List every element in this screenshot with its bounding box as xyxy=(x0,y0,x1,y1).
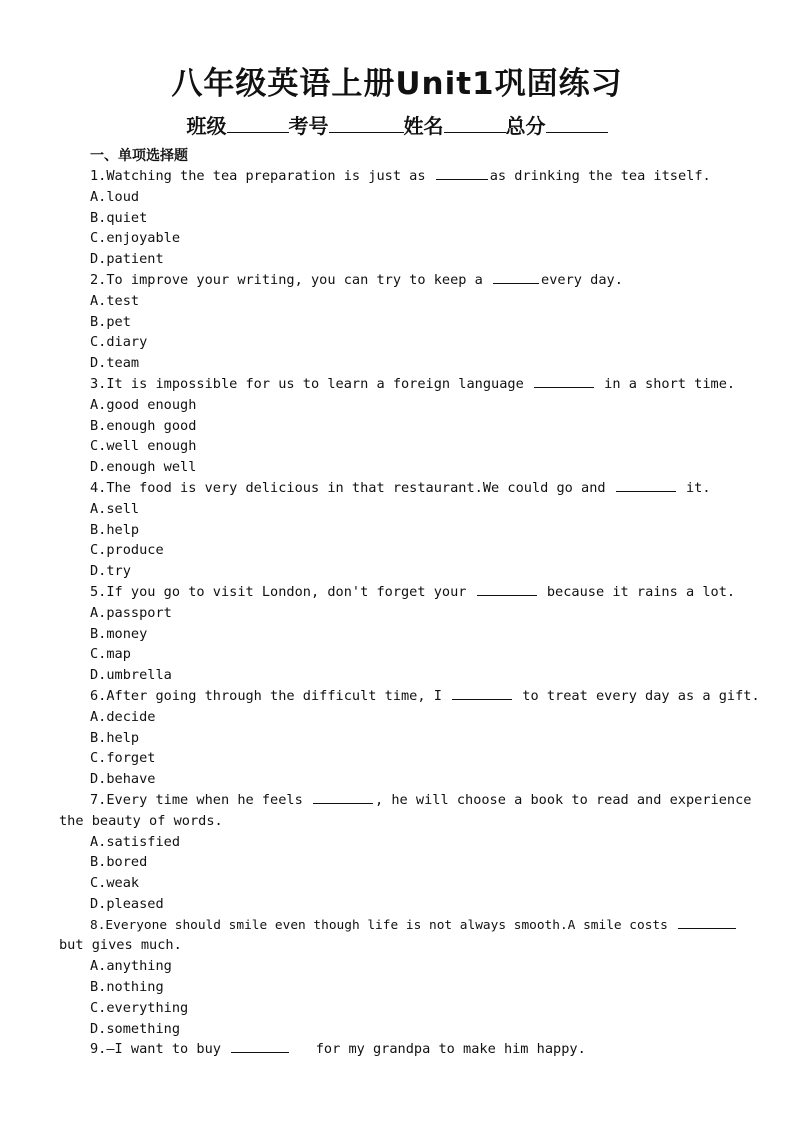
option[interactable]: D.umbrella xyxy=(90,667,172,684)
option[interactable]: D.enough well xyxy=(90,459,197,476)
question-stem: 5.If you go to visit London, don't forget your because it rains a lot. xyxy=(90,583,736,600)
class-label: 班级 xyxy=(186,114,227,138)
option[interactable]: B.money xyxy=(90,625,148,642)
answer-blank[interactable] xyxy=(493,270,539,284)
option[interactable]: A.anything xyxy=(90,958,172,975)
student-info-row xyxy=(0,110,794,139)
option[interactable]: D.try xyxy=(90,563,131,580)
option[interactable]: D.something xyxy=(90,1020,181,1037)
class-blank[interactable] xyxy=(227,114,289,133)
option[interactable]: B.quiet xyxy=(90,209,148,226)
answer-blank[interactable] xyxy=(452,686,512,700)
name-label: 姓名 xyxy=(403,114,444,138)
option[interactable]: D.pleased xyxy=(90,895,164,912)
option[interactable]: A.good enough xyxy=(90,396,197,413)
option[interactable]: A.satisfied xyxy=(90,833,181,850)
option[interactable]: C.everything xyxy=(90,999,189,1016)
option[interactable]: A.passport xyxy=(90,604,172,621)
option[interactable]: B.help xyxy=(90,521,140,538)
option[interactable]: A.test xyxy=(90,292,140,309)
option[interactable]: C.forget xyxy=(90,750,156,767)
question-stem: 3.It is impossible for us to learn a foreign language in a short time. xyxy=(90,375,736,392)
answer-blank[interactable] xyxy=(477,582,537,596)
option[interactable]: B.nothing xyxy=(90,979,164,996)
question-stem-continued: the beauty of words. xyxy=(59,812,223,829)
page-title: 八年级英语上册Unit1巩固练习 xyxy=(171,66,623,102)
question-stem: 6.After going through the difficult time, I to treat every day as a gift. xyxy=(90,687,760,704)
section-title: 一、单项选择题 xyxy=(90,148,188,164)
option[interactable]: A.sell xyxy=(90,500,140,517)
option[interactable]: C.enjoyable xyxy=(90,230,181,247)
question-stem: 9.—I want to buy for my grandpa to make him happy. xyxy=(90,1041,586,1058)
option[interactable]: B.help xyxy=(90,729,140,746)
answer-blank[interactable] xyxy=(534,374,594,388)
answer-blank[interactable] xyxy=(231,1039,289,1053)
answer-blank[interactable] xyxy=(436,166,488,180)
option[interactable]: B.enough good xyxy=(90,417,197,434)
option[interactable]: D.patient xyxy=(90,251,164,268)
answer-blank[interactable] xyxy=(678,915,736,929)
exam-no-blank[interactable] xyxy=(329,114,404,133)
score-blank[interactable] xyxy=(546,114,608,133)
score-label: 总分 xyxy=(505,114,546,138)
name-blank[interactable] xyxy=(444,114,506,133)
option[interactable]: D.team xyxy=(90,355,140,372)
option[interactable]: B.pet xyxy=(90,313,131,330)
question-stem: 7.Every time when he feels , he will choose a book to read and experience xyxy=(90,791,752,808)
option[interactable]: C.well enough xyxy=(90,438,197,455)
option[interactable]: A.decide xyxy=(90,708,156,725)
answer-blank[interactable] xyxy=(616,478,676,492)
option[interactable]: C.map xyxy=(90,646,131,663)
exam-no-label: 考号 xyxy=(288,114,329,138)
question-stem: 8.Everyone should smile even though life is not always smooth.A smile costs xyxy=(0,915,794,936)
option[interactable]: A.loud xyxy=(90,188,140,205)
question-stem: 2.To improve your writing, you can try to keep a every day. xyxy=(90,271,623,288)
question-stem-continued: but gives much. xyxy=(59,937,182,954)
question-list xyxy=(0,166,794,1060)
option[interactable]: C.produce xyxy=(90,542,164,559)
answer-blank[interactable] xyxy=(313,790,373,804)
option[interactable]: C.weak xyxy=(90,875,140,892)
option[interactable]: B.bored xyxy=(90,854,148,871)
option[interactable]: D.behave xyxy=(90,771,156,788)
question-stem: 1.Watching the tea preparation is just as as drinking the tea itself. xyxy=(90,168,711,184)
option[interactable]: C.diary xyxy=(90,334,148,351)
question-stem: 4.The food is very delicious in that restaurant.We could go and it. xyxy=(90,479,711,496)
